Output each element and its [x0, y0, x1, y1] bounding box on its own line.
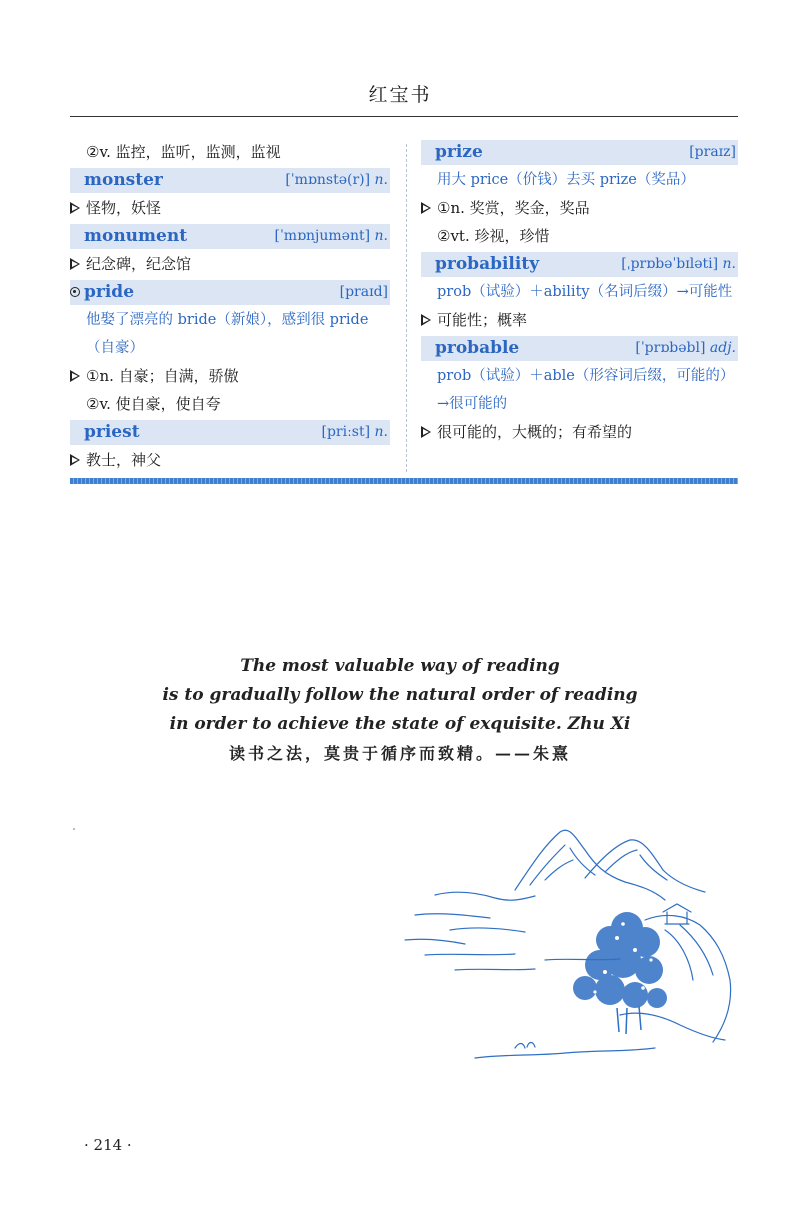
triangle-bullet-icon: [421, 202, 431, 214]
headword-probable: probable: [435, 338, 520, 358]
definition-probability: 可能性；概率: [421, 306, 738, 334]
triangle-bullet-icon: [421, 426, 431, 438]
definition-monument: 纪念碑，纪念馆: [70, 250, 390, 278]
page-number: · 214 ·: [84, 1136, 132, 1154]
quote-line-1: The most valuable way of reading: [240, 656, 560, 676]
entry-header-probability: [421, 252, 738, 277]
right-column: [421, 138, 738, 446]
definition-monster: 怪物，妖怪: [70, 194, 390, 222]
triangle-bullet-icon: [70, 370, 80, 382]
definition-pride-1: ①n. 自豪；自满，骄傲: [70, 362, 390, 390]
triangle-bullet-icon: [70, 202, 80, 214]
definition-priest: 教士，神父: [70, 446, 390, 474]
section-bottom-band: [70, 478, 738, 484]
entry-header-priest: [70, 420, 390, 445]
pronunciation-probable: [ˈprɒbəbl] adj.: [635, 340, 736, 356]
entry-header-monster: [70, 168, 390, 193]
pronunciation-priest: [priːst] n.: [321, 424, 388, 440]
definition-probable: 很可能的，大概的；有希望的: [421, 418, 738, 446]
headword-probability: probability: [435, 254, 540, 274]
definition-prize-1: ①n. 奖赏，奖金，奖品: [421, 194, 738, 222]
landscape-illustration: [395, 820, 745, 1065]
triangle-bullet-icon: [70, 258, 80, 270]
running-head: 红宝书: [368, 84, 432, 106]
pronunciation-prize: [praɪz]: [689, 144, 736, 160]
entry-header-probable: [421, 336, 738, 361]
triangle-bullet-icon: [421, 314, 431, 326]
memory-tip-prize: 用大 price（价钱）去买 prize（奖品）: [437, 172, 695, 188]
pronunciation-monster: [ˈmɒnstə(r)] n.: [285, 172, 388, 188]
continuation-sense: ②v. 监控，监听，监测，监视: [86, 143, 281, 161]
memory-tip-pride: 他娶了漂亮的 bride（新娘），感到很 pride（自豪）: [86, 312, 369, 356]
reading-quote: [0, 652, 800, 768]
quote-line-chinese: 读书之法，莫贵于循序而致精。——朱熹: [228, 744, 571, 763]
quote-line-3: in order to achieve the state of exquisite. Zhu Xi: [169, 714, 631, 734]
quote-line-2: is to gradually follow the natural order of reading: [162, 685, 638, 705]
headword-monument: monument: [84, 226, 188, 246]
pronunciation-pride: [praɪd]: [339, 284, 388, 300]
entry-header-prize: [421, 140, 738, 165]
entry-header-pride: [70, 280, 390, 305]
column-divider: [406, 144, 407, 472]
print-speck: [73, 828, 75, 830]
definition-pride-2: ②v. 使自豪，使自夸: [86, 395, 221, 413]
memory-tip-probability: prob（试验）＋ability（名词后缀）→可能性: [437, 284, 733, 300]
headword-priest: priest: [84, 422, 140, 442]
pronunciation-probability: [ˌprɒbəˈbɪləti] n.: [621, 256, 736, 272]
memory-tip-probable: prob（试验）＋able（形容词后缀，可能的）→很可能的: [437, 368, 735, 412]
entry-header-monument: [70, 224, 390, 249]
pronunciation-monument: [ˈmɒnjumənt] n.: [274, 228, 388, 244]
triangle-bullet-icon: [70, 454, 80, 466]
definition-prize-2: ②vt. 珍视，珍惜: [437, 227, 550, 245]
key-word-dot-icon: [70, 287, 80, 297]
headword-monster: monster: [84, 170, 163, 190]
header-rule: [70, 116, 738, 117]
headword-pride: pride: [84, 282, 135, 302]
left-column: [70, 138, 390, 474]
headword-prize: prize: [435, 142, 483, 162]
